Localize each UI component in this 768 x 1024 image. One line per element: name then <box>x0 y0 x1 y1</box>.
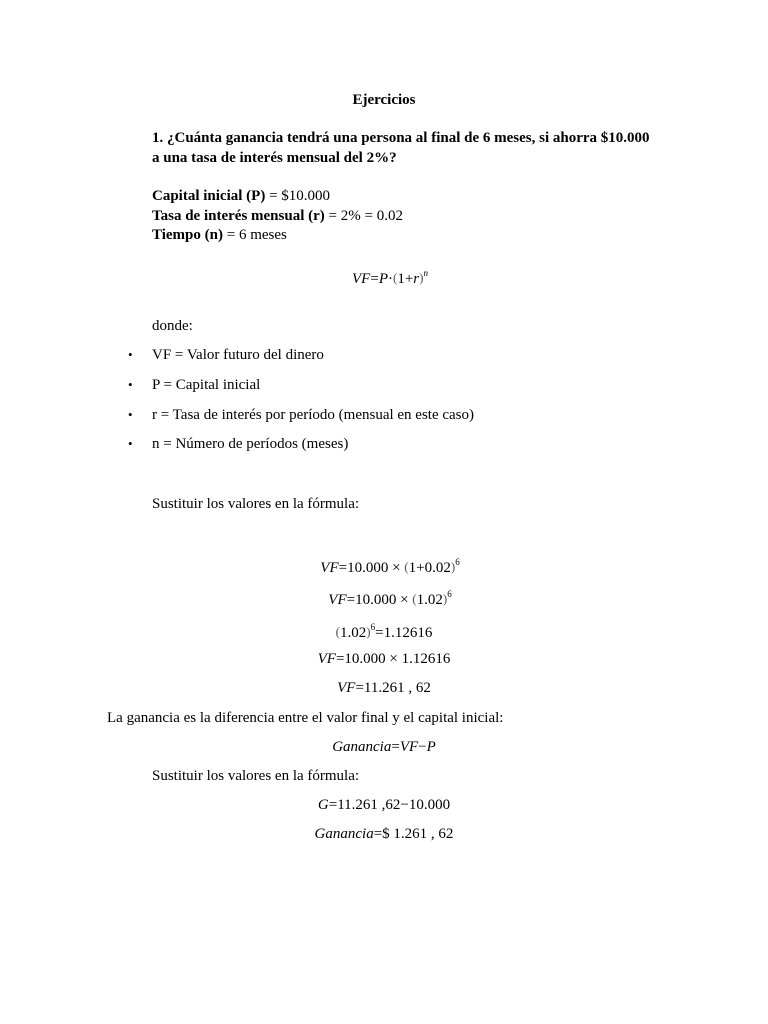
final-result <box>0 826 768 843</box>
given-time <box>152 227 287 244</box>
formula-vf: VF <box>352 271 371 287</box>
given-time-label: Tiempo (n) <box>152 227 223 243</box>
definition-item <box>128 436 133 453</box>
step-2-inner: 1.02 <box>416 592 443 608</box>
ganancia-formula: Ganancia=VF−P <box>332 739 436 755</box>
definition-r: r = Tasa de interés por período (mensual en este caso) <box>152 407 475 423</box>
question-line-1: 1. ¿Cuánta ganancia tendrá una persona al final de 6 meses, si ahorra $10.000 <box>152 130 650 146</box>
ganancia-p: P <box>426 739 436 755</box>
substitute-instruction-2: Sustituir los valores en la fórmula: <box>152 768 360 784</box>
bullet-icon: • <box>128 407 133 422</box>
given-rate-value: = 2% = 0.02 <box>324 208 403 224</box>
step-1: $VF=10.000 \times (1+0.02)^6$ <box>320 557 460 576</box>
step-1-inner: 1+0.02 <box>408 560 451 576</box>
bullet-icon: • <box>128 347 133 362</box>
formula-r: r <box>413 271 420 287</box>
given-capital <box>152 188 330 205</box>
given-capital-label: Capital inicial (P) <box>152 188 266 204</box>
g-lhs: G <box>317 797 329 813</box>
g-calculation <box>0 797 768 814</box>
given-rate <box>152 208 403 225</box>
given-time-value: = 6 meses <box>222 227 287 243</box>
step-3-inner: 1.02 <box>340 625 367 641</box>
definition-vf: VF = Valor futuro del dinero <box>152 347 324 363</box>
definition-item <box>128 407 133 424</box>
main-formula: $VF=P\cdot(1+r)^n$ <box>352 268 428 287</box>
given-rate-label: Tasa de interés mensual (r) <box>152 208 325 224</box>
final-lhs: Ganancia <box>314 826 374 842</box>
page-title: Ejercicios <box>352 92 416 108</box>
ganancia-vf: VF <box>399 739 419 755</box>
step-4-rhs: =10.000 × 1.12616 <box>335 651 451 667</box>
formula-p: P <box>378 271 388 287</box>
ganancia-minus: − <box>418 739 427 755</box>
step-5: VF=11.261 , 62 <box>337 680 431 696</box>
given-capital-value: = $10.000 <box>265 188 331 204</box>
definition-p: P = Capital inicial <box>152 377 261 393</box>
step-2-mid: =10.000 × <box>346 592 413 608</box>
final-rhs: =$ 1.261 , 62 <box>373 826 454 842</box>
definition-n: n = Número de períodos (meses) <box>152 436 349 452</box>
step-4: VF=10.000 × 1.12616 <box>317 651 451 667</box>
step-2-exp: 6 <box>447 589 452 599</box>
ganancia-explanation: La ganancia es la diferencia entre el valor final y el capital inicial: <box>107 710 504 726</box>
ganancia-lhs: Ganancia <box>332 739 392 755</box>
bullet-icon: • <box>128 377 133 392</box>
donde-label: donde: <box>152 318 193 334</box>
step-2: $VF=10.000 \times (1.02)^6$ <box>328 589 452 608</box>
step-5-rhs: =11.261 , 62 <box>355 680 431 696</box>
definition-item <box>128 377 133 394</box>
question-line-2: a una tasa de interés mensual del 2%? <box>152 150 397 166</box>
step-1-exp: 6 <box>455 557 460 567</box>
step-3: $(1.02)^6=1.12616$ <box>335 622 433 641</box>
formula-exponent: n <box>423 268 428 278</box>
step-1-mid: =10.000 × <box>338 560 405 576</box>
step-3-exp: 6 <box>370 622 376 632</box>
g-rhs: =11.261 ,62−10.000 <box>328 797 451 813</box>
step-3-rhs: =1.12616 <box>375 625 433 641</box>
definition-item <box>128 347 133 364</box>
bullet-icon: • <box>128 436 133 451</box>
substitute-instruction: Sustituir los valores en la fórmula: <box>152 496 360 512</box>
